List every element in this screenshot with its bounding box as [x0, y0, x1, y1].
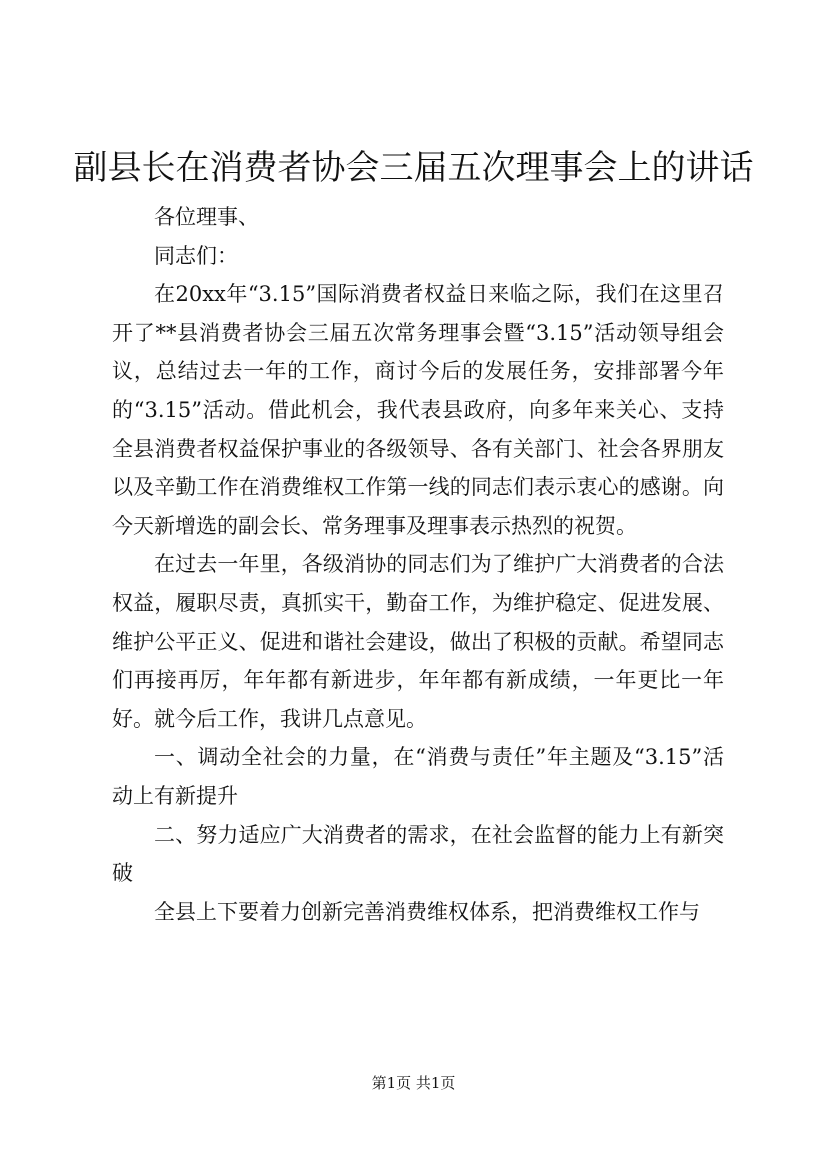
section-heading-2: 二、努力适应广大消费者的需求，在社会监督的能力上有新突破 — [112, 822, 724, 886]
document-body — [112, 198, 724, 931]
salutation-line-1: 各位理事、 — [154, 205, 259, 229]
salutation-line-2: 同志们： — [154, 243, 238, 268]
paragraph-opening: 在20xx年“3.15”国际消费者权益日来临之际，我们在这里召开了**县消费者协会三届五次常务理事会暨“3.15”活动领导组会议，总结过去一年的工作，商讨今后的发展任务，安排部署今年的“3.15”活动。借此机会，我代表县政府，向多年来关心、支持全县消费者权益保护事业的各级领导、各有关部门、社会各界朋友以及辛勤工作在消费维权工作第一线的同志们表示衷心的感谢。向今天新增选的副会长、常务理事及理事表示热烈的祝贺。 — [112, 282, 724, 538]
paragraph-review: 在过去一年里，各级消协的同志们为了维护广大消费者的合法权益，履职尽责，真抓实干，勤奋工作，为维护稳定、促进发展、维护公平正义、促进和谐社会建设，做出了积极的贡献。希望同志们再接再厉，年年都有新进步，年年都有新成绩，一年更比一年好。就今后工作，我讲几点意见。 — [112, 552, 724, 731]
section-heading-1: 一、调动全社会的力量，在“消费与责任”年主题及“3.15”活动上有新提升 — [112, 745, 724, 808]
page-footer: 第1页 共1页 — [371, 1074, 456, 1092]
document-title: 副县长在消费者协会三届五次理事会上的讲话 — [73, 148, 754, 188]
paragraph-continued: 全县上下要着力创新完善消费维权体系，把消费维权工作与 — [154, 899, 700, 924]
